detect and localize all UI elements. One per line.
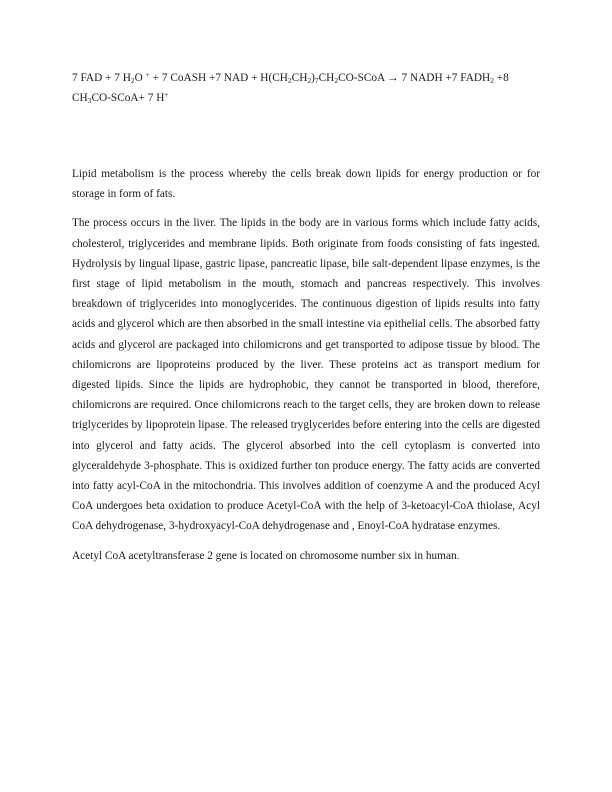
equation-text: 7 FAD + 7 H: [72, 72, 131, 84]
equation-text: CH: [318, 72, 335, 84]
equation-text: CH: [291, 72, 308, 84]
equation-subscript: 2: [307, 76, 312, 85]
equation-subscript: 2: [334, 76, 339, 85]
equation-superscript: +: [164, 90, 169, 99]
equation-subscript: 3: [87, 96, 92, 105]
beta-oxidation-equation: [72, 68, 542, 108]
equation-text: O: [134, 72, 146, 84]
equation-text: CO-SCoA+ 7 H: [91, 92, 165, 104]
paragraph-gene: Acetyl CoA acetyltransferase 2 gene is located on chromosome number six in human.: [72, 549, 460, 562]
equation-subscript: 7: [314, 76, 319, 85]
paragraph-intro: Lipid metabolism is the process whereby the cells break down lipids for energy production or for storage in form of fats.: [72, 168, 540, 201]
equation-subscript: 2: [490, 76, 494, 85]
equation-subscript: 2: [130, 76, 135, 85]
equation-subscript: 2: [287, 76, 292, 85]
equation-text: + 7 CoASH +7 NAD + H(CH: [149, 72, 288, 84]
equation-text: CO-SCoA → 7 NADH +7 FADH: [338, 72, 491, 84]
body-text: [72, 164, 540, 575]
equation-text: +8 CH: [72, 72, 509, 104]
paragraph-process: The process occurs in the liver. The lipids in the body are in various forms which include fatty acids, cholesterol, triglycerides and membrane lipids. Both originate from foods consisting of fats ingested. Hydrolysis by lingual lipase, gastric lipase, pancreatic lipase, bile salt-dependent lipase enzymes, is the first stage of lipid metabolism in the mouth, stomach and pancreas respectively. This involves breakdown of triglycerides into monoglycerides. The continuous digestion of lipids results into fatty acids and glycerol which are then absorbed in the small intestine via epithelial cells. The absorbed fatty acids and glycerol are packaged into chilomicrons and get transported to adipose tissue by blood. The chilomicrons are lipoproteins produced by the liver. These proteins act as transport medium for digested lipids. Since the lipids are hydrophobic, they cannot be transported in blood, therefore, chilomicrons are required. Once chilomicrons reach to the target cells, they are broken down to release triglycerides by lipoprotein lipase. The released tryglycerides before entering into the cells are digested into glycerol and fatty acids. The glycerol absorbed into the cell cytoplasm is converted into glyceraldehyde 3-phosphate. This is oxidized further ton produce energy. The fatty acids are converted into fatty acyl-CoA in the mitochondria. This involves addition of coenzyme A and the produced Acyl CoA undergoes beta oxidation to produce Acetyl-CoA with the help of 3-ketoacyl-CoA thiolase, Acyl CoA dehydrogenase, 3-hydroxyacyl-CoA dehydrogenase and , Enoyl-CoA hydratase enzymes.: [72, 217, 540, 533]
equation-text: ): [311, 72, 315, 84]
equation-superscript: +: [145, 70, 150, 79]
